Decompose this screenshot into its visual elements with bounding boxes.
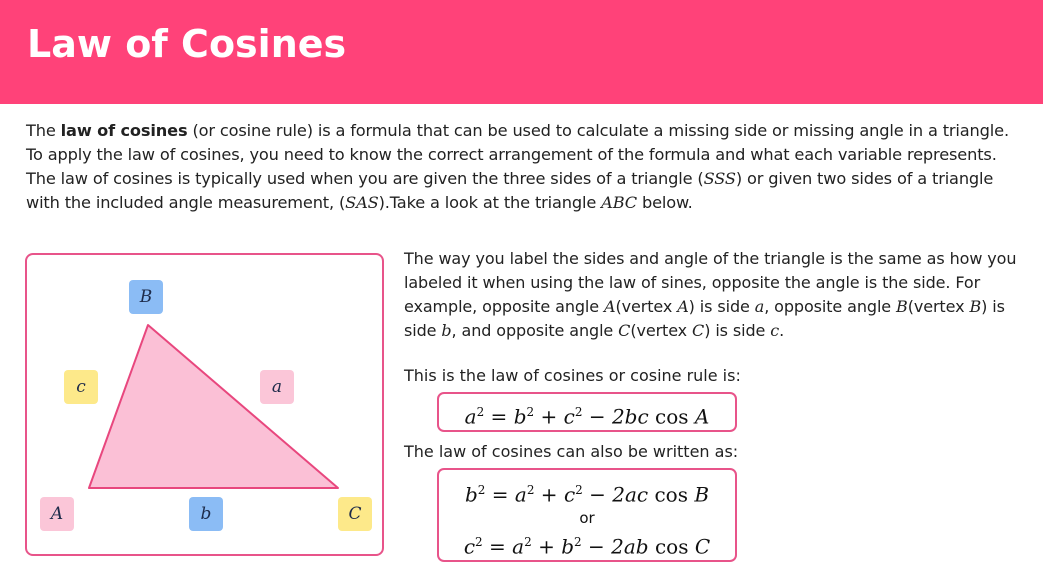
intro-text: The	[26, 121, 61, 140]
alt-formula-box	[437, 468, 737, 562]
math-var: a	[754, 297, 765, 316]
formula-term: a	[464, 404, 477, 429]
alt-formula-caption: The law of cosines can also be written as:	[404, 442, 739, 461]
triangle-diagram	[25, 253, 384, 556]
math-var: B	[896, 297, 908, 316]
math-var: A	[677, 297, 689, 316]
formula-term: b	[464, 482, 478, 507]
math-var: A	[604, 297, 616, 316]
formula-term: b	[513, 404, 527, 429]
explanation-text: (vertex	[615, 297, 678, 316]
intro-bold-term: law of cosines	[60, 121, 188, 140]
intro-text: ) or given two sides of a triangle with the included angle measurement, (	[26, 169, 994, 212]
page-header	[0, 0, 1043, 104]
side-label-b: b	[189, 497, 223, 531]
explanation-text: ) is side	[404, 297, 1005, 340]
formula-term: 2ac	[612, 482, 649, 507]
formula-term: c	[463, 534, 476, 559]
math-var: b	[441, 321, 452, 340]
explanation-paragraph	[404, 247, 1024, 343]
formula-caption: This is the law of cosines or cosine rule is:	[404, 366, 741, 385]
math-var: B	[969, 297, 982, 316]
explanation-text: (vertex	[907, 297, 970, 316]
formula-term: A	[694, 404, 710, 429]
vertex-label-c: C	[338, 497, 372, 531]
math-abc: ABC	[601, 193, 637, 212]
explanation-text: (vertex	[630, 321, 693, 340]
formula-term: c	[563, 482, 576, 507]
formula-term: c	[563, 404, 575, 429]
intro-paragraph	[26, 119, 1026, 215]
main-formula-box: $a^2 = b^2 + c^2 - 2bc$ cos A	[437, 392, 737, 432]
page-title: Law of Cosines	[27, 22, 347, 66]
math-sas: SAS	[345, 193, 379, 212]
math-sss: SSS	[703, 169, 736, 188]
or-label: or	[579, 508, 595, 527]
intro-text: (or cosine rule) is a formula that can be used to calculate a missing side or missing angle in a triangle. To apply the law of cosines, you need to know the correct arrangement of the formula and what each variable represents. The law of cosines is typically used when you are given the three sides of a triangle (	[26, 121, 1009, 188]
explanation-text: ) is side	[704, 321, 771, 340]
explanation-text: The way you label the sides and angle of the triangle is the same as how you labeled it when using the law of sines, opposite the angle is the side. For example, opposite angle	[404, 249, 1017, 316]
formula-term: a	[514, 482, 527, 507]
explanation-text: .	[779, 321, 785, 340]
formula-term: 2bc	[611, 404, 649, 429]
formula-term: a	[512, 534, 525, 559]
formula-term: b	[561, 534, 575, 559]
vertex-label-a: A	[40, 497, 74, 531]
explanation-text: , opposite angle	[764, 297, 897, 316]
math-var: c	[770, 321, 780, 340]
explanation-text: ) is side	[688, 297, 755, 316]
formula-term: 2ab	[611, 534, 649, 559]
formula-term: B	[694, 482, 710, 507]
math-var: C	[692, 321, 705, 340]
alt-formula-b: $b^2 = a^2 + c^2 - 2ac$ cos B	[464, 482, 710, 507]
vertex-label-b: B	[129, 280, 163, 314]
alt-formula-c: $c^2 = a^2 + b^2 - 2ab$ cos C	[463, 534, 711, 559]
side-label-a: a	[260, 370, 294, 404]
math-var: C	[618, 321, 631, 340]
side-label-c: c	[64, 370, 98, 404]
intro-text: ).Take a look at the triangle	[378, 193, 602, 212]
explanation-text: , and opposite angle	[451, 321, 619, 340]
formula-term: C	[694, 534, 711, 559]
intro-text: below.	[636, 193, 693, 212]
